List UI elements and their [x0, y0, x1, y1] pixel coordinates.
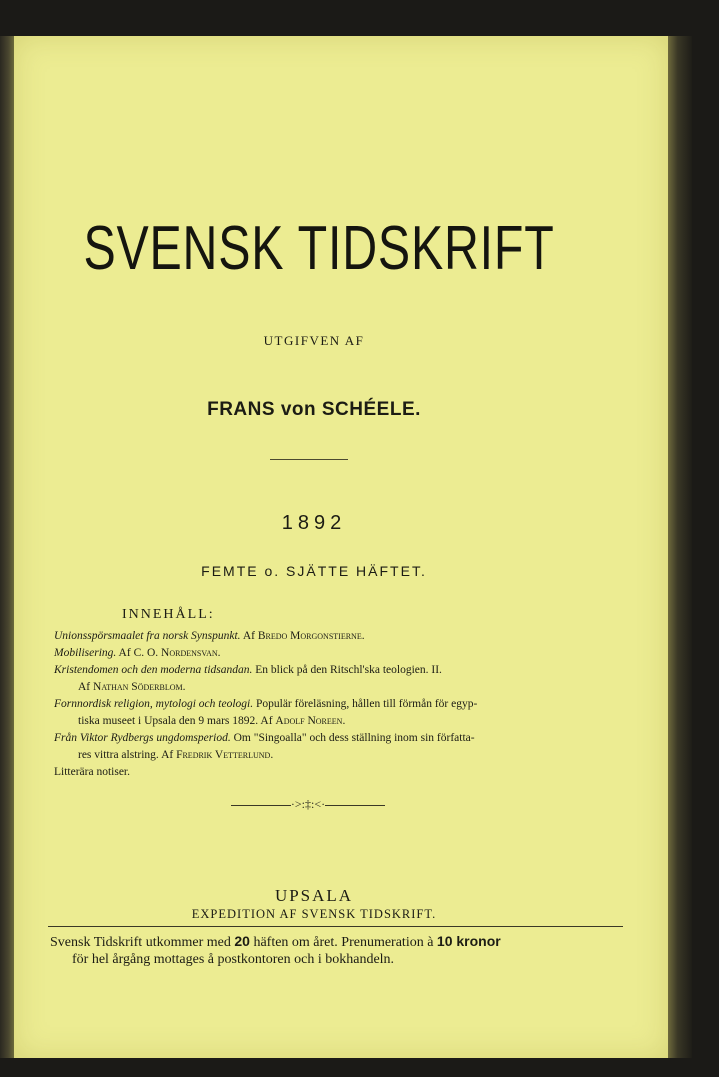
- publisher-line: EXPEDITION AF SVENSK TIDSKRIFT.: [191, 907, 437, 921]
- contents-heading: INNEHÅLL:: [122, 607, 215, 622]
- divider-rule: [270, 459, 348, 460]
- page-edge: [668, 36, 692, 1058]
- book-spine: [0, 36, 14, 1058]
- toc-entry: Från Viktor Rydbergs ungdomsperiod. Om "Singoalla" och dess ställning inom sin författa- res vittra alstring. Af Fredrik Vetterlund.: [54, 732, 475, 761]
- editor-name: FRANS von SCHÉELE.: [207, 399, 421, 420]
- publication-place: UPSALA: [274, 886, 354, 905]
- publication-year: 1892: [281, 512, 347, 534]
- toc-entry: Fornnordisk religion, mytologi och teologi. Populär föreläsning, hållen till förmån för egyp- tiska museet i Upsala den 9 mars 1892. Af Adolf Noreen.: [54, 698, 478, 727]
- toc-entry: Litterära notiser.: [54, 766, 130, 778]
- journal-title: SVENSK TIDSKRIFT: [83, 214, 555, 283]
- subscription-notice: Svensk Tidskrift utkommer med 20 häften om året. Prenumeration à 10 kronor för hel årgång mottages å postkontoren och i bokhandeln.: [50, 933, 501, 967]
- issue-label: FEMTE o. SJÄTTE HÄFTET.: [201, 563, 427, 579]
- toc-entry: Kristendomen och den moderna tidsandan. En blick på den Ritschl'ska teologien. II. Af Nathan Söderblom.: [54, 664, 442, 693]
- edited-by-label: UTGIFVEN AF: [263, 333, 365, 348]
- footer-rule: [48, 926, 623, 927]
- toc-entry: Unionsspörsmaalet fra norsk Synspunkt. Af Bredo Morgonstierne.: [54, 630, 365, 642]
- toc-entry: Mobilisering. Af C. O. Nordensvan.: [54, 647, 221, 659]
- ornament-divider: [220, 797, 396, 812]
- table-of-contents: [54, 628, 614, 781]
- ornament-glyph: ·>:‡:<·: [290, 797, 326, 811]
- title-page: [14, 36, 668, 1058]
